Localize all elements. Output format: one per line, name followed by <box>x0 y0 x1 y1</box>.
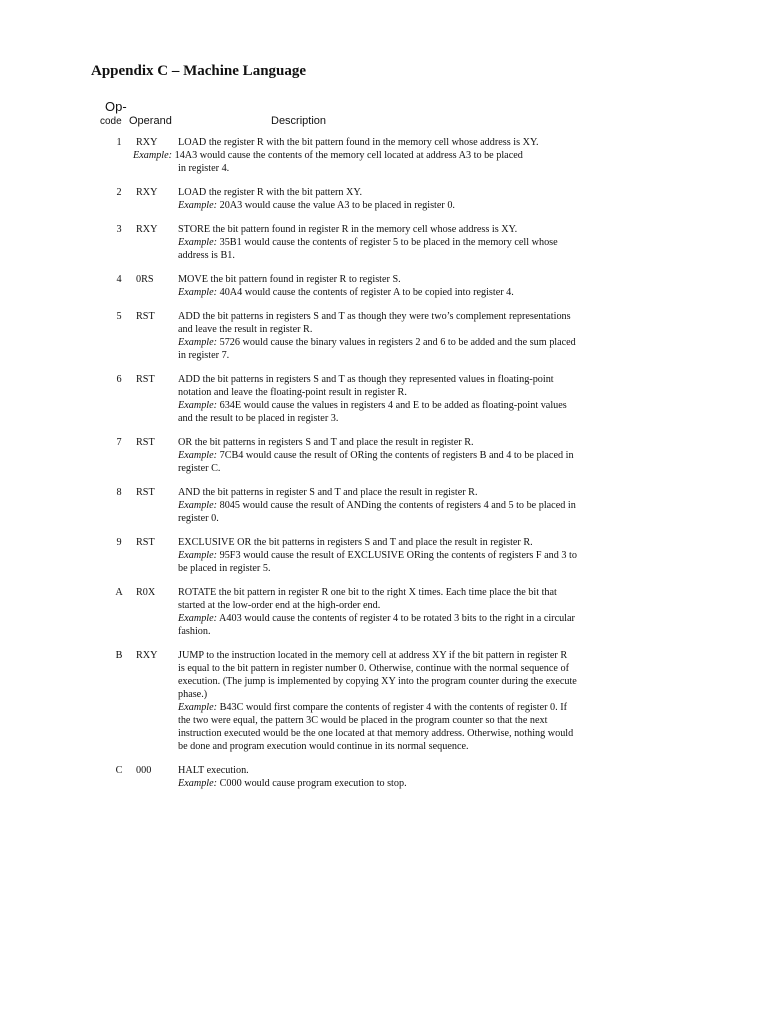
example-line <box>178 727 621 740</box>
example-text: in register 7. <box>178 350 230 361</box>
example-text: 634E would cause the values in registers 4 and E to be added as floating-point values <box>219 400 567 411</box>
description-line: STORE the bit pattern found in register R in the memory cell whose address is XY. <box>178 224 518 235</box>
description <box>178 373 621 425</box>
description-line: MOVE the bit pattern found in register R to register S. <box>178 274 401 285</box>
example-line <box>178 412 621 425</box>
op-code: A <box>115 587 123 598</box>
page-title: Appendix C – Machine Language <box>91 63 307 79</box>
description <box>178 536 621 575</box>
operand: RXY <box>136 650 158 661</box>
instruction-table <box>0 136 768 801</box>
example-line <box>178 740 621 753</box>
op-code: 4 <box>116 274 122 285</box>
example-line <box>178 625 621 638</box>
operand: RST <box>136 374 155 385</box>
example-text: 7CB4 would cause the result of ORing the contents of registers B and 4 to be placed in <box>219 450 574 461</box>
instruction-row <box>0 186 768 212</box>
op-code: 6 <box>116 374 122 385</box>
op-code: 1 <box>116 137 122 148</box>
example-label: Example: <box>178 450 218 461</box>
example-line <box>133 149 621 162</box>
example-line <box>178 399 621 412</box>
description-line: LOAD the register R with the bit pattern XY. <box>178 187 363 198</box>
instruction-row <box>0 486 768 525</box>
operand: RST <box>136 437 155 448</box>
example-label: Example: <box>178 200 218 211</box>
instruction-row <box>0 649 768 753</box>
example-line <box>178 549 621 562</box>
operand: RST <box>136 537 155 548</box>
description-line: ADD the bit patterns in registers S and T as though they were two’s complement representations <box>178 311 571 322</box>
example-text: in register 4. <box>178 163 230 174</box>
description-line: phase.) <box>178 689 208 700</box>
example-label: Example: <box>178 613 218 624</box>
example-line <box>178 162 621 175</box>
example-text: and the result to be placed in register 3. <box>178 413 339 424</box>
instruction-row <box>0 436 768 475</box>
example-label: Example: <box>178 237 218 248</box>
example-label: Example: <box>178 500 218 511</box>
operand: RST <box>136 487 155 498</box>
example-text: fashion. <box>178 626 211 637</box>
example-text: 20A3 would cause the value A3 to be placed in register 0. <box>219 200 455 211</box>
example-line <box>178 512 621 525</box>
example-text: be done and program execution would continue in its normal sequence. <box>178 741 469 752</box>
op-code: C <box>115 765 123 776</box>
description <box>178 310 621 362</box>
description <box>178 486 621 525</box>
example-text: 40A4 would cause the contents of register A to be copied into register 4. <box>219 287 514 298</box>
description-line: OR the bit patterns in registers S and T and place the result in register R. <box>178 437 474 448</box>
op-code: 5 <box>116 311 122 322</box>
operand: RXY <box>136 187 158 198</box>
description-line: JUMP to the instruction located in the memory cell at address XY if the bit pattern in register R <box>178 650 568 661</box>
example-label: Example: <box>178 778 218 789</box>
description-line: execution. (The jump is implemented by copying XY into the program counter during the execute <box>178 676 577 687</box>
op-code: 8 <box>116 487 122 498</box>
header-operand: Operand <box>129 115 172 127</box>
example-label: Example: <box>178 287 218 298</box>
operand: 0RS <box>136 274 154 285</box>
operand: R0X <box>136 587 156 598</box>
description <box>178 436 621 475</box>
op-code: 2 <box>116 187 122 198</box>
description <box>178 586 621 638</box>
operand: RXY <box>136 137 158 148</box>
example-text: A403 would cause the contents of register 4 to be rotated 3 bits to the right in a circular <box>219 613 575 624</box>
op-code: B <box>115 650 123 661</box>
example-text: 8045 would cause the result of ANDing the contents of registers 4 and 5 to be placed in <box>219 500 576 511</box>
example-line <box>178 199 621 212</box>
description-line: AND the bit patterns in register S and T and place the result in register R. <box>178 487 478 498</box>
operand: RXY <box>136 224 158 235</box>
description-line: notation and leave the floating-point result in register R. <box>178 387 407 398</box>
description-line: HALT execution. <box>178 765 249 776</box>
example-label: Example: <box>178 337 218 348</box>
example-line <box>178 777 621 790</box>
example-line <box>178 701 621 714</box>
example-text: be placed in register 5. <box>178 563 271 574</box>
example-text: register 0. <box>178 513 219 524</box>
op-code: 7 <box>116 437 122 448</box>
description-line: and leave the result in register R. <box>178 324 313 335</box>
example-text: 14A3 would cause the contents of the memory cell located at address A3 to be placed <box>174 150 523 161</box>
description <box>178 764 621 790</box>
example-line <box>178 286 621 299</box>
instruction-row <box>0 223 768 262</box>
example-line <box>178 612 621 625</box>
example-line <box>178 499 621 512</box>
example-text: 5726 would cause the binary values in registers 2 and 6 to be added and the sum placed <box>219 337 576 348</box>
op-code: 9 <box>116 537 122 548</box>
description <box>178 273 621 299</box>
description-line: EXCLUSIVE OR the bit patterns in registers S and T and place the result in register R. <box>178 537 533 548</box>
example-line <box>178 714 621 727</box>
description-line: is equal to the bit pattern in register number 0. Otherwise, continue with the normal sequence of <box>178 663 569 674</box>
example-text: register C. <box>178 463 221 474</box>
example-label: Example: <box>178 550 218 561</box>
description-line: ADD the bit patterns in registers S and T as though they represented values in floating-point <box>178 374 554 385</box>
instruction-row <box>0 586 768 638</box>
description-line: LOAD the register R with the bit pattern found in the memory cell whose address is XY. <box>178 137 539 148</box>
operand: 000 <box>136 765 152 776</box>
description <box>178 223 621 262</box>
example-line <box>178 336 621 349</box>
example-line <box>178 462 621 475</box>
instruction-row <box>0 310 768 362</box>
op-code: 3 <box>116 224 122 235</box>
description-line: ROTATE the bit pattern in register R one bit to the right X times. Each time place the bit that <box>178 587 557 598</box>
instruction-row <box>0 373 768 425</box>
example-line <box>178 449 621 462</box>
example-text: C000 would cause program execution to stop. <box>219 778 407 789</box>
instruction-row <box>0 536 768 575</box>
instruction-row <box>0 136 768 175</box>
example-text: B43C would first compare the contents of register 4 with the contents of register 0. If <box>219 702 568 713</box>
example-text: 95F3 would cause the result of EXCLUSIVE ORing the contents of registers F and 3 to <box>219 550 577 561</box>
instruction-row <box>0 764 768 790</box>
example-text: instruction executed would be the one located at that memory address. Otherwise, nothing would <box>178 728 574 739</box>
example-label: Example: <box>178 400 218 411</box>
header-description: Description <box>271 115 327 127</box>
description <box>178 186 621 212</box>
example-line <box>178 236 621 249</box>
operand: RST <box>136 311 155 322</box>
instruction-row <box>0 273 768 299</box>
example-line <box>178 249 621 262</box>
description-line: started at the low-order end at the high-order end. <box>178 600 381 611</box>
example-text: 35B1 would cause the contents of register 5 to be placed in the memory cell whose <box>219 237 558 248</box>
header-code: code <box>100 116 122 127</box>
example-label: Example: <box>133 150 173 161</box>
example-line <box>178 562 621 575</box>
description <box>178 649 621 753</box>
example-text: address is B1. <box>178 250 235 261</box>
example-label: Example: <box>178 702 218 713</box>
example-line <box>178 349 621 362</box>
example-text: the two were equal, the pattern 3C would be placed in the program counter so that the next <box>178 715 548 726</box>
header-op: Op- <box>105 99 127 114</box>
